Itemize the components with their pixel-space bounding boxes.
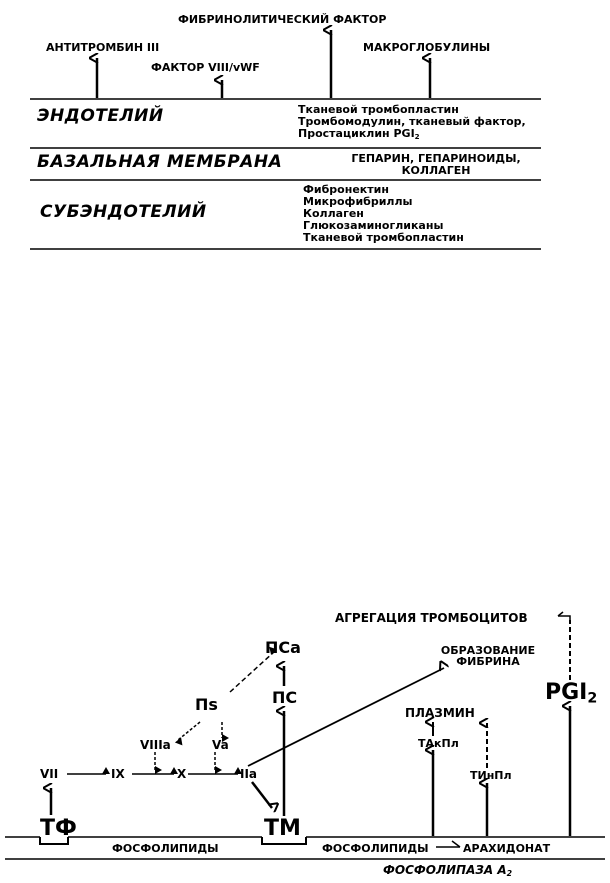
aggregation-label: АГРЕГАЦИЯ ТРОМБОЦИТОВ [335,611,528,625]
subendothelium-layer-name: СУБЭНДОТЕЛИЙ [40,202,207,222]
list-item: Микрофибриллы [303,195,413,208]
list-item: Простациклин $PGI_2$ [298,127,420,141]
basement-membrane-layer-name: БАЗАЛЬНАЯ МЕМБРАНА [37,152,283,172]
endothelium-items [298,104,526,143]
list-item: Коллаген [303,207,364,220]
arachidonate-label: АРАХИДОНАТ [463,842,551,855]
arrow-phospholipids-arachidonate-head [452,841,460,847]
plasmin-label: ПЛАЗМИН [405,706,475,720]
ix-node: IX [111,767,125,781]
arrow-ps-viiia [178,722,200,740]
list-item: ГЕПАРИН, ГЕПАРИНОИДЫ, [351,152,521,165]
viiia-node: VIIIa [140,738,171,752]
fibrin-formation-line-1: ОБРАЗОВАНИЕ [440,644,536,657]
vii-node: VII [40,767,59,781]
pgi2-node: $PGI_2$ [545,680,598,707]
arrow-iia-tm [252,782,272,808]
fibrin-formation-line-2: ФИБРИНА [456,655,520,668]
list-item: Тромбомодулин, тканевый фактор, [298,115,526,128]
tinpl-node: ТИнПл [470,769,512,782]
tf-node: ТФ [40,816,77,841]
phospholipids-left-label: ФОСФОЛИПИДЫ [112,842,219,855]
antithrombin-label: АНТИТРОМБИН III [46,41,160,54]
ps-node: ПС [272,688,298,707]
phospholipids-right-label: ФОСФОЛИПИДЫ [322,842,429,855]
tm-node: ТМ [264,816,301,841]
fibrin-formation-label [430,645,546,667]
basement-membrane-items [330,153,542,177]
coagulation-scheme-lines [0,600,610,883]
subendothelium-items [303,184,464,244]
vessel-wall-diagram [0,0,610,260]
va-node: Va [212,738,229,752]
list-item: Глюкозаминогликаны [303,219,444,232]
x-node: X [177,767,187,781]
takpl-node: ТАкПл [418,737,459,750]
fibrinolytic-factor-label: ФИБРИНОЛИТИЧЕСКИЙ ФАКТОР [178,13,387,26]
factor-viii-label: ФАКТОР VIII/vWF [151,61,260,74]
phospholipase-label: ФОСФОЛИПАЗА $А_2$ [383,863,513,878]
arrow-ps-psa [230,652,274,692]
arrow-aggregation-hook [558,616,570,620]
iia-node: IIa [240,767,258,781]
list-item: Фибронектин [303,183,389,196]
psa-node: ПСа [265,638,301,657]
macroglobulins-label: МАКРОГЛОБУЛИНЫ [363,41,491,54]
list-item: Тканевой тромбопластин [303,231,464,244]
endothelium-layer-name: ЭНДОТЕЛИЙ [37,106,164,126]
ps-top-node: Пs [195,695,218,714]
coagulation-scheme [0,600,610,883]
list-item: Тканевой тромбопластин [298,103,459,116]
list-item: КОЛЛАГЕН [401,164,471,177]
